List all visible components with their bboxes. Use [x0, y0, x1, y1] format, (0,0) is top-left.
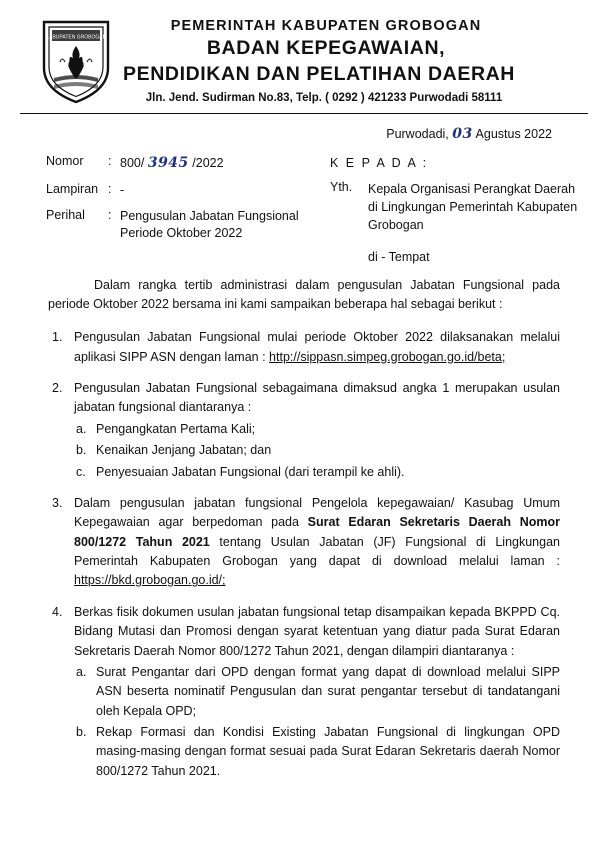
- nomor-handwritten: 3945: [147, 155, 189, 171]
- dateline: [0, 126, 608, 142]
- lampiran-label: Lampiran: [46, 181, 99, 196]
- body-item-2-sub-a: Pengangkatan Pertama Kali;: [96, 421, 256, 436]
- letterhead: [0, 0, 608, 108]
- body-item-2: [48, 379, 560, 482]
- nomor-label: Nomor: [46, 154, 84, 168]
- dateline-handwritten-day: 03: [452, 126, 473, 142]
- nomor-suffix: /2022: [192, 156, 224, 170]
- nomor-value: [120, 154, 346, 173]
- recipient-address: [368, 180, 580, 234]
- perihal-label: Perihal: [46, 207, 85, 222]
- kepada-label: K E P A D A :: [330, 156, 429, 170]
- opening-paragraph: Dalam rangka tertib administrasi dalam pengusulan Jabatan Fungsional pada periode Oktober 2022 bersama ini kami sampaikan beberapa hal sebagai berikut :: [48, 277, 560, 311]
- lampiran-colon: :: [108, 181, 112, 196]
- recipient-line-3: Grobogan: [368, 218, 424, 233]
- meta-row-nomor: [46, 154, 346, 173]
- body-item-3-text-part-2: tentang Usulan Jabatan (JF) Fungsional di Lingkungan Pemerintah Kabupaten Grobogan yang dapat di download melalui laman :: [74, 534, 560, 569]
- body-item-4-sub-a: Surat Pengantar dari OPD dengan format yang dapat di download melalui SIPP ASN beserta nominatif Pengusulan dan surat pengantar tersebut di tandatangani oleh Kepala OPD;: [96, 664, 560, 718]
- nomor-colon: :: [108, 154, 112, 168]
- body-item-2-sublist: [74, 420, 560, 482]
- body-item-4: [48, 603, 560, 781]
- bkd-grobogan-link[interactable]: https://bkd.grobogan.go.id/;: [74, 573, 226, 588]
- header-line-2: BADAN KEPEGAWAIAN,: [206, 37, 446, 59]
- svg-text:KABUPATEN GROBOGAN: KABUPATEN GROBOGAN: [45, 34, 107, 41]
- recipient-line-1: Kepala Organisasi Perangkat Daerah: [368, 182, 576, 196]
- recipient-line-2: di Lingkungan Pemerintah Kabupaten: [368, 200, 578, 215]
- letter-meta: [0, 154, 608, 265]
- body-item-2-sub-b: Kenaikan Jenjang Jabatan; dan: [96, 443, 272, 458]
- letter-meta-left: [46, 154, 346, 242]
- perihal-value: [120, 208, 346, 242]
- body-item-4-sub-b: Rekap Formasi dan Kondisi Existing Jabatan Fungsional di lingkungan OPD masing-masing dengan format sesuai pada Surat Edaran Sekretaris daerah Nomor 800/1272 Tahun 2021.: [96, 725, 560, 778]
- meta-row-perihal: [46, 208, 346, 242]
- body-item-3-bold-reference: Surat Edaran Sekretaris Daerah Nomor 800/1272 Tahun 2021: [74, 515, 561, 549]
- body-item-4-sublist: [74, 663, 560, 781]
- coat-of-arms-logo: [40, 16, 112, 104]
- perihal-colon: :: [108, 207, 112, 222]
- meta-row-lampiran: [46, 182, 346, 199]
- recipient-block: [330, 156, 580, 264]
- body-item-4-text: Berkas fisik dokumen usulan jabatan fungsional tetap disampaikan kepada BKPPD Cq. Bidang Mutasi dan Promosi dengan syarat ketentuan yang diatur pada Surat Edaran Sekretaris Daerah Nomor 800/1272 Tahun 2021, dengan dilampiri diantaranya :: [74, 604, 560, 658]
- yth-row: [330, 180, 580, 234]
- perihal-line-1: Pengusulan Jabatan Fungsional: [120, 208, 299, 223]
- recipient-place: di - Tempat: [368, 250, 430, 265]
- perihal-line-2: Periode Oktober 2022: [120, 225, 243, 240]
- yth-label: Yth.: [330, 180, 353, 194]
- body-item-3-text-part-1: Dalam pengusulan jabatan fungsional Pengelola kepegawaian/ Kasubag Umum Kepegawaian agar berpedoman pada: [74, 495, 560, 530]
- lampiran-value: -: [120, 182, 125, 197]
- header-divider: [20, 113, 588, 114]
- body-item-3: [48, 494, 560, 591]
- body-item-2-text: Pengusulan Jabatan Fungsional sebagaimana dimaksud angka 1 merupakan usulan jabatan fungsional diantaranya :: [74, 381, 560, 415]
- dateline-month-year: Agustus 2022: [475, 127, 552, 141]
- sipp-asn-link[interactable]: http://sippasn.simpeg.grobogan.go.id/beta;: [269, 349, 506, 364]
- body-item-1-text: Pengusulan Jabatan Fungsional mulai periode Oktober 2022 dilaksanakan melalui aplikasi SIPP ASN dengan laman :: [74, 330, 560, 364]
- dateline-city: Purwodadi,: [386, 127, 449, 141]
- header-line-1: PEMERINTAH KABUPATEN GROBOGAN: [170, 18, 482, 34]
- body-item-2-sub-c: Penyesuaian Jabatan Fungsional (dari terampil ke ahli).: [96, 464, 405, 479]
- header-line-3: PENDIDIKAN DAN PELATIHAN DAERAH: [123, 63, 515, 85]
- letter-body: [0, 276, 608, 782]
- header-address: Jln. Jend. Sudirman No.83, Telp. ( 0292 ) 421233 Purwodadi 58111: [145, 92, 503, 104]
- body-list: [48, 328, 560, 781]
- nomor-prefix: 800/: [120, 156, 145, 170]
- body-item-1: [48, 328, 560, 367]
